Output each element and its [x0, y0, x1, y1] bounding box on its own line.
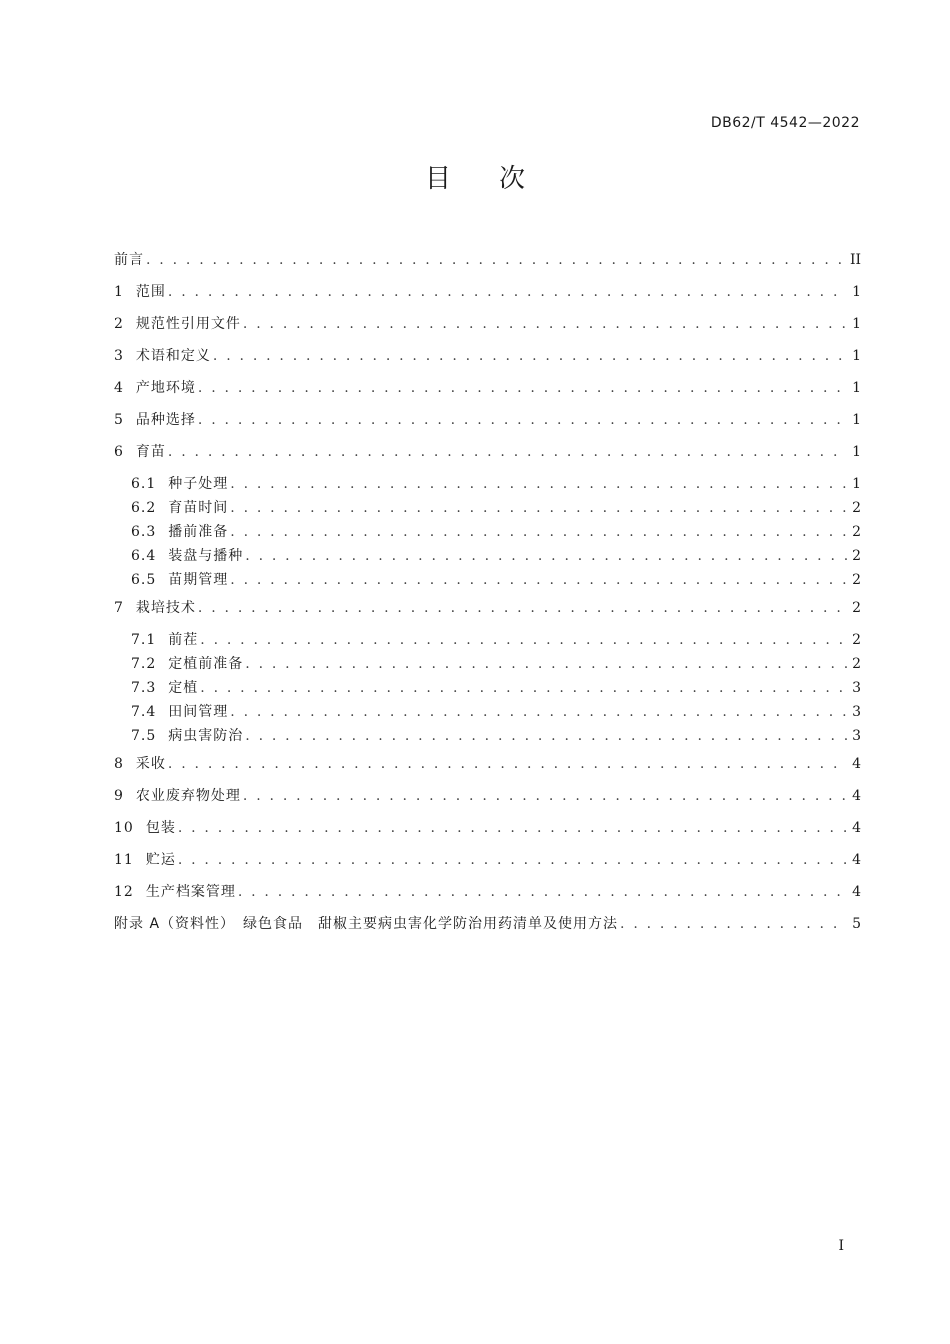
toc-entry-page: II	[849, 252, 861, 268]
toc-leader-dots	[620, 908, 847, 940]
toc-entry-page: 1	[852, 316, 861, 332]
toc-entry-1[interactable]	[114, 276, 861, 308]
toc-entry-number: 6.5	[131, 572, 157, 588]
standard-code: DB62/T 4542—2022	[710, 115, 860, 131]
toc-entry-number: 4	[114, 380, 124, 396]
toc-entry-7[interactable]	[114, 592, 861, 624]
toc-leader-dots	[200, 676, 847, 700]
toc-entry-label: 品种选择	[135, 412, 196, 428]
toc-leader-dots	[146, 244, 846, 276]
toc-entry-page: 1	[852, 348, 861, 364]
toc-entry-number: 5	[114, 412, 124, 428]
toc-entry-number: 6.1	[131, 476, 157, 492]
toc-entry-page: 1	[852, 284, 861, 300]
page-number: I	[838, 1238, 844, 1254]
toc-entry-page: 2	[852, 632, 861, 648]
toc-entry-label: 包装	[145, 820, 176, 836]
toc-entry-page: 1	[852, 444, 861, 460]
toc-entry-8[interactable]	[114, 748, 861, 780]
toc-entry-12[interactable]	[114, 876, 861, 908]
toc-entry-label: 苗期管理	[168, 572, 229, 588]
toc-leader-dots	[230, 568, 847, 592]
toc-entry-label: 术语和定义	[135, 348, 211, 364]
toc-leader-dots	[198, 592, 847, 624]
toc-entry-label: 育苗	[135, 444, 166, 460]
toc-leader-dots	[200, 628, 847, 652]
toc-entry-7-2[interactable]	[114, 652, 861, 676]
toc-entry-label: 采收	[135, 756, 166, 772]
toc-entry-number: 9	[114, 788, 124, 804]
toc-leader-dots	[168, 276, 847, 308]
toc-leader-dots	[230, 520, 847, 544]
toc-entry-label: 前茬	[168, 632, 199, 648]
toc-entry-label: 病虫害防治	[168, 728, 244, 744]
toc-leader-dots	[198, 404, 847, 436]
toc-entry-page: 1	[852, 412, 861, 428]
toc-entry-page: 2	[852, 572, 861, 588]
toc-entry-label: 规范性引用文件	[135, 316, 241, 332]
toc-entry-7-4[interactable]	[114, 700, 861, 724]
toc-leader-dots	[198, 372, 847, 404]
toc-entry-label: 装盘与播种	[168, 548, 244, 564]
toc-entry-page: 2	[852, 656, 861, 672]
toc-entry-number: 6.4	[131, 548, 157, 564]
toc-leader-dots	[168, 436, 847, 468]
toc-entry-number: 7	[114, 600, 124, 616]
toc-leader-dots	[168, 748, 847, 780]
toc-entry-label: 播前准备	[168, 524, 229, 540]
toc-entry-number: 1	[114, 284, 124, 300]
toc-entry-6-5[interactable]	[114, 568, 861, 592]
toc-entry-number: 7.1	[131, 632, 157, 648]
toc-entry-number: 7.3	[131, 680, 157, 696]
toc-entry-number: 6.3	[131, 524, 157, 540]
toc-entry-6-4[interactable]	[114, 544, 861, 568]
toc-entry-page: 4	[852, 756, 861, 772]
toc-entry-label: 种子处理	[168, 476, 229, 492]
toc-leader-dots	[178, 844, 847, 876]
toc-entry-number: 10	[114, 820, 134, 836]
toc-entry-appendix-a[interactable]	[114, 908, 861, 940]
toc-entry-number: 3	[114, 348, 124, 364]
toc-entry-5[interactable]	[114, 404, 861, 436]
toc-entry-label: 定植前准备	[168, 656, 244, 672]
toc-entry-number: 6	[114, 444, 124, 460]
toc-leader-dots	[230, 496, 847, 520]
toc-entry-page: 2	[852, 500, 861, 516]
toc-entry-number: 6.2	[131, 500, 157, 516]
toc-entry-label: 前言	[114, 252, 144, 268]
toc-leader-dots	[230, 472, 847, 496]
toc-entry-page: 4	[852, 788, 861, 804]
toc-entry-3[interactable]	[114, 340, 861, 372]
toc-entry-6-1[interactable]	[114, 468, 861, 496]
toc-entry-number: 12	[114, 884, 134, 900]
toc-entry-6[interactable]	[114, 436, 861, 468]
toc-leader-dots	[230, 700, 847, 724]
toc-entry-6-3[interactable]	[114, 520, 861, 544]
toc-leader-dots	[245, 544, 847, 568]
table-of-contents	[114, 244, 861, 940]
toc-entry-11[interactable]	[114, 844, 861, 876]
toc-entry-foreword[interactable]	[114, 244, 861, 276]
toc-entry-6-2[interactable]	[114, 496, 861, 520]
toc-leader-dots	[245, 724, 847, 748]
toc-entry-label: 农业废弃物处理	[135, 788, 241, 804]
toc-entry-number: 7.2	[131, 656, 157, 672]
toc-entry-page: 3	[852, 680, 861, 696]
toc-leader-dots	[178, 812, 847, 844]
toc-leader-dots	[213, 340, 847, 372]
toc-entry-page: 3	[852, 704, 861, 720]
toc-entry-page: 2	[852, 548, 861, 564]
toc-leader-dots	[245, 652, 847, 676]
toc-entry-number: 11	[114, 852, 134, 868]
toc-entry-7-1[interactable]	[114, 624, 861, 652]
toc-entry-number: 7.4	[131, 704, 157, 720]
toc-entry-page: 4	[852, 852, 861, 868]
toc-entry-number: 7.5	[131, 728, 157, 744]
toc-leader-dots	[243, 308, 847, 340]
toc-entry-number: 8	[114, 756, 124, 772]
toc-entry-page: 1	[852, 476, 861, 492]
toc-entry-2[interactable]	[114, 308, 861, 340]
toc-entry-page: 3	[852, 728, 861, 744]
toc-entry-7-3[interactable]	[114, 676, 861, 700]
toc-entry-page: 4	[852, 820, 861, 836]
toc-entry-page: 4	[852, 884, 861, 900]
toc-entry-label: 田间管理	[168, 704, 229, 720]
page-title: 目次	[424, 164, 573, 194]
toc-entry-page: 2	[852, 600, 861, 616]
toc-entry-label: 产地环境	[135, 380, 196, 396]
toc-entry-label: 栽培技术	[135, 600, 196, 616]
toc-entry-label: 生产档案管理	[145, 884, 236, 900]
toc-leader-dots	[243, 780, 847, 812]
toc-entry-label: 贮运	[145, 852, 176, 868]
toc-entry-page: 1	[852, 380, 861, 396]
toc-entry-9[interactable]	[114, 780, 861, 812]
toc-leader-dots	[238, 876, 847, 908]
toc-entry-label: 育苗时间	[168, 500, 229, 516]
toc-entry-label: 附录 A（资料性） 绿色食品 甜椒主要病虫害化学防治用药清单及使用方法	[114, 916, 619, 932]
toc-entry-label: 定植	[168, 680, 199, 696]
toc-entry-page: 5	[852, 916, 861, 932]
toc-entry-10[interactable]	[114, 812, 861, 844]
toc-entry-page: 2	[852, 524, 861, 540]
toc-entry-label: 范围	[135, 284, 166, 300]
toc-entry-4[interactable]	[114, 372, 861, 404]
toc-entry-7-5[interactable]	[114, 724, 861, 748]
toc-entry-number: 2	[114, 316, 124, 332]
